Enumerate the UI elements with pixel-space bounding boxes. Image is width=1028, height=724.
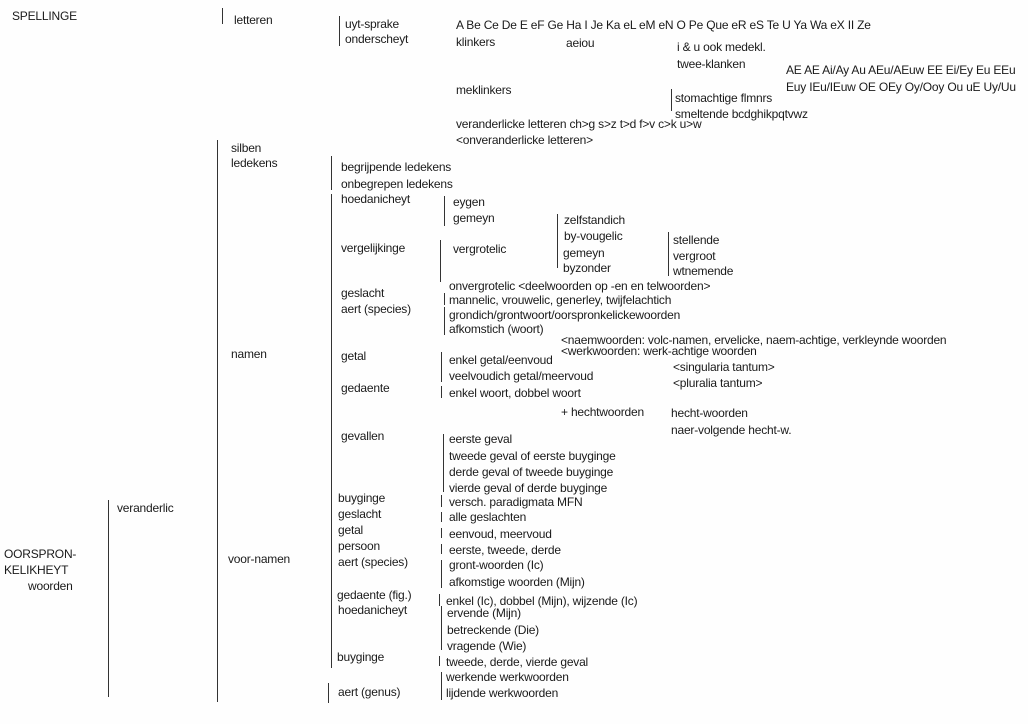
bracket-line [441, 495, 442, 507]
label-aeiou: aeiou [566, 36, 595, 50]
label-gemeyn-2: gemeyn [563, 246, 605, 260]
label-onbegrepen: onbegrepen ledekens [341, 177, 453, 191]
bracket-line [444, 196, 445, 226]
label-hoedanicheyt-2: hoedanicheyt [338, 603, 407, 617]
label-veranderlicke: veranderlicke letteren ch>g s>z t>d f>v c>k u>w [456, 117, 702, 131]
label-tweede-geval: tweede geval of eerste buyginge [449, 449, 616, 463]
label-letteren: letteren [234, 13, 273, 27]
diphthongs-line-2: Euy IEu/IEuw OE OEy Oy/Ooy Ou uE Uy/Uu [786, 80, 1016, 94]
bracket-line [331, 156, 332, 190]
bracket-line [328, 683, 329, 703]
label-tweede-derde-vierde: tweede, derde, vierde geval [446, 655, 589, 669]
label-vergroot: vergroot [673, 249, 716, 263]
bracket-line [441, 672, 442, 700]
label-vergelijkinge: vergelijkinge [341, 241, 406, 255]
label-geslacht: geslacht [341, 286, 385, 300]
label-onderscheyt: onderscheyt [345, 32, 409, 46]
label-hecht-woorden: hecht-woorden [671, 406, 748, 420]
label-aert-species-2: aert (species) [338, 555, 408, 569]
label-ij-u: i & u ook medekl. [677, 40, 766, 54]
label-byzonder: byzonder [563, 261, 611, 275]
label-geslacht-2: geslacht [338, 507, 382, 521]
label-afkomstich: afkomstich (woort) [449, 322, 544, 336]
label-vierde-geval: vierde geval of derde buyginge [449, 481, 608, 495]
label-begrijpende: begrijpende ledekens [341, 160, 452, 174]
label-alle-geslachten: alle geslachten [449, 510, 527, 524]
label-getal-2: getal [338, 523, 364, 537]
label-gedaente: gedaente [341, 381, 390, 395]
label-zelfstandich: zelfstandich [564, 213, 625, 227]
label-stomachtige: stomachtige flmnrs [675, 91, 773, 105]
label-enkel-woort: enkel woort, dobbel woort [449, 386, 581, 400]
label-uytsprake: uyt-sprake [345, 17, 400, 31]
label-naemwoorden: <naemwoorden: volc-namen, ervelicke, naem-achtige, verkleynde woorden [561, 333, 947, 347]
bracket-line [222, 8, 223, 24]
bracket-line [441, 528, 442, 538]
bracket-line [331, 194, 332, 668]
bracket-line [440, 240, 441, 282]
bracket-line [441, 606, 442, 650]
bracket-line [441, 512, 442, 522]
bracket-line [339, 16, 340, 46]
label-by-vougelic: by-vougelic [564, 229, 623, 243]
label-eenvoud-meervoud: eenvoud, meervoud [449, 527, 552, 541]
bracket-line [557, 214, 558, 268]
label-oorspron: OORSPRON- [4, 547, 77, 561]
bracket-line [441, 386, 442, 398]
label-namen: namen [231, 347, 267, 361]
label-eygen: eygen [453, 195, 485, 209]
label-meklinkers: meklinkers [456, 83, 512, 97]
bracket-line [443, 434, 444, 492]
label-woorden: woorden [28, 579, 73, 593]
label-getal: getal [341, 349, 367, 363]
label-derde-geval: derde geval of tweede buyginge [449, 465, 614, 479]
label-vragende: vragende (Wie) [447, 639, 527, 653]
label-stellende: stellende [673, 233, 720, 247]
label-geslacht-values: mannelic, vrouwelic, generley, twijfelachtich [449, 293, 672, 307]
bracket-line [444, 293, 445, 305]
label-klinkers: klinkers [456, 35, 496, 49]
label-twee-klanken: twee-klanken [677, 57, 746, 71]
label-naer-volgende: naer-volgende hecht-w. [671, 423, 792, 437]
label-gevallen: gevallen [341, 429, 385, 443]
label-onvergrotelic: onvergrotelic <deelwoorden op -en en telwoorden> [449, 279, 711, 293]
label-kelikheyt: KELIKHEYT [4, 563, 69, 577]
label-vergrotelic: vergrotelic [453, 242, 507, 256]
label-hechtwoorden-plus: + hechtwoorden [561, 405, 644, 419]
bracket-line [441, 560, 442, 588]
label-pluralia: <pluralia tantum> [673, 376, 763, 390]
label-veelvoudich: veelvoudich getal/meervoud [449, 369, 594, 383]
label-versch: versch. paradigmata MFN [449, 495, 583, 509]
label-grondich: grondich/grontwoort/oorspronkelickewoorden [449, 308, 681, 322]
label-eerste-tweede-derde: eerste, tweede, derde [449, 543, 561, 557]
bracket-line [441, 544, 442, 554]
label-gedaente-fig: gedaente (fig.) [337, 588, 412, 602]
bracket-line [439, 656, 440, 666]
label-enkel-getal: enkel getal/eenvoud [449, 353, 553, 367]
label-aert-species: aert (species) [341, 302, 411, 316]
label-enkel-dobbel: enkel (Ic), dobbel (Mijn), wijzende (Ic) [446, 594, 638, 608]
bracket-line [108, 500, 109, 697]
label-gront-woorden: gront-woorden (Ic) [449, 558, 544, 572]
label-werkwoorden-hint: <werkwoorden: werk-achtige woorden [561, 344, 757, 358]
diphthongs-line-1: AE AE Ai/Ay Au AEu/AEuw EE Ei/Ey Eu EEu [786, 63, 1016, 77]
bracket-line [217, 140, 218, 702]
label-lijdende: lijdende werkwoorden [446, 686, 559, 700]
label-buyginge: buyginge [338, 491, 386, 505]
label-afkomstige-woorden: afkomstige woorden (Mijn) [449, 575, 585, 589]
label-ervende: ervende (Mijn) [447, 606, 521, 620]
bracket-line [441, 352, 442, 382]
bracket-line [671, 89, 672, 111]
bracket-line [444, 307, 445, 335]
alphabet-list: A Be Ce De E eF Ge Ha I Je Ka eL eM eN O Pe Que eR eS Te U Ya Wa eX II Ze [456, 18, 871, 32]
label-betreckende: betreckende (Die) [447, 623, 539, 637]
label-hoedanicheyt: hoedanicheyt [341, 192, 410, 206]
label-gemeyn: gemeyn [453, 211, 495, 225]
label-persoon: persoon [338, 539, 380, 553]
label-voor-namen: voor-namen [228, 552, 291, 566]
label-buyginge-2: buyginge [337, 650, 385, 664]
label-aert-genus: aert (genus) [338, 685, 401, 699]
bracket-line [439, 594, 440, 606]
title-spellinge: SPELLINGE [12, 9, 77, 23]
label-werkende: werkende werkwoorden [446, 670, 569, 684]
bracket-line [668, 232, 669, 276]
label-veranderlic: veranderlic [117, 501, 174, 515]
label-silben: silben [231, 141, 262, 155]
label-singularia: <singularia tantum> [673, 360, 775, 374]
label-onveranderlicke: <onveranderlicke letteren> [456, 133, 593, 147]
label-ledekens: ledekens [231, 156, 278, 170]
label-eerste-geval: eerste geval [449, 432, 512, 446]
label-smeltende: smeltende bcdghikpqtvwz [675, 107, 808, 121]
label-wtnemende: wtnemende [673, 264, 734, 278]
